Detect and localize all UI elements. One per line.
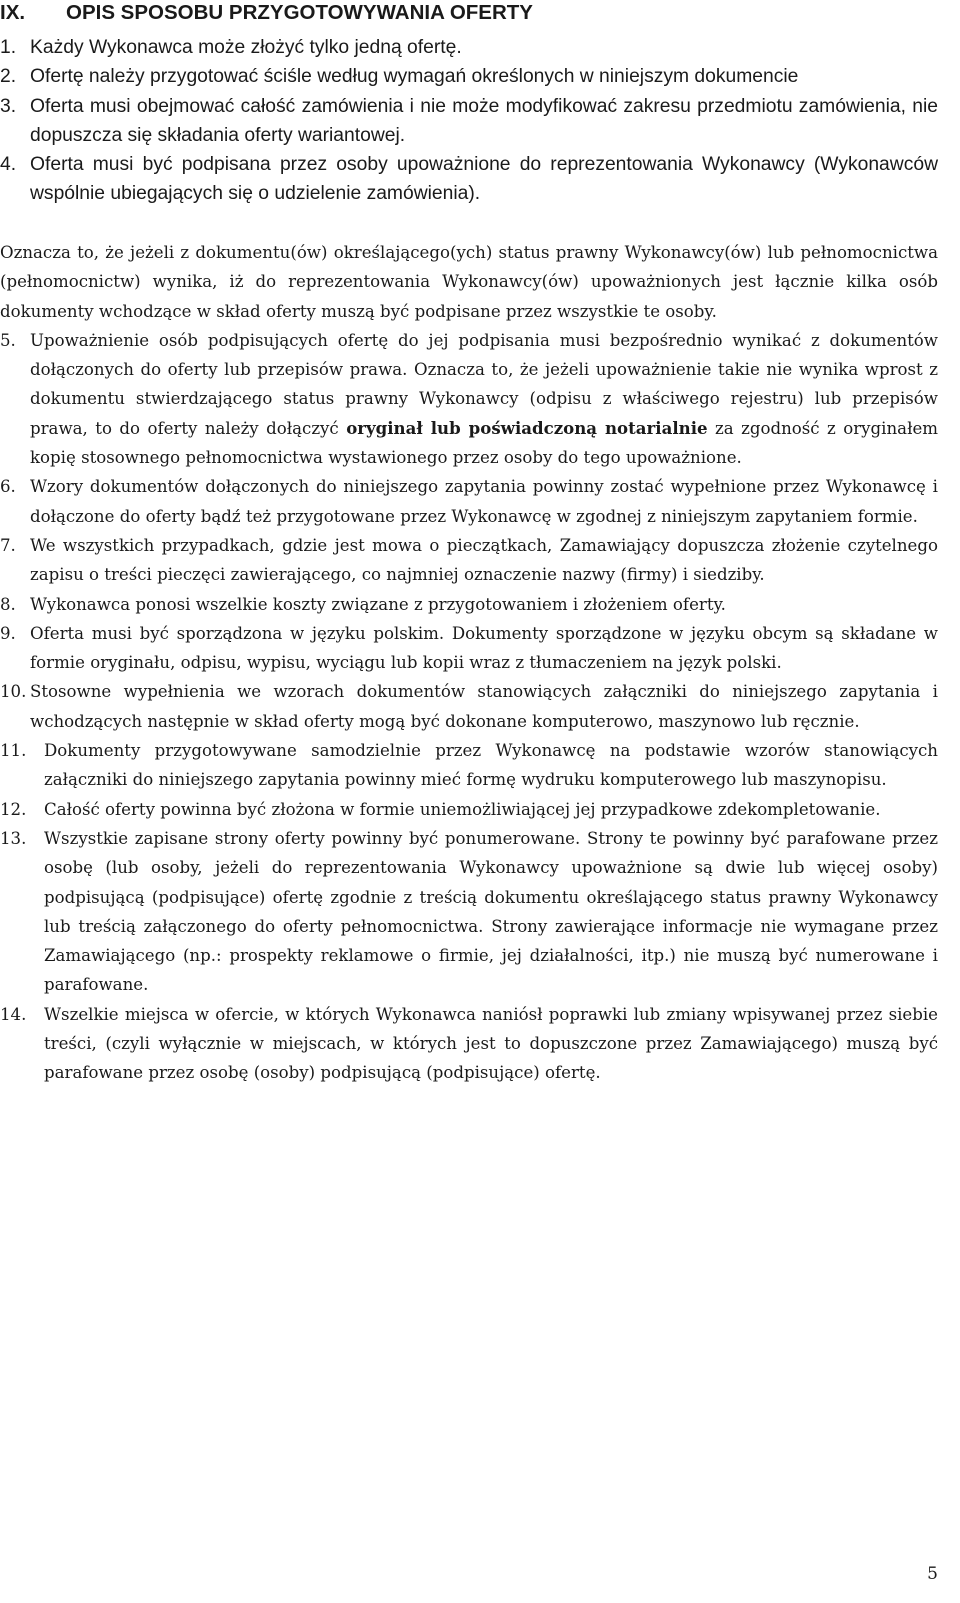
item-number: 11. [0, 741, 27, 761]
page-number: 5 [927, 1564, 938, 1584]
item-text: Wszelkie miejsca w ofercie, w których Wykonawca naniósł poprawki lub zmiany wpisywanej przez siebie treści, (czyli wyłącznie w miejscach, w których jest to dopuszczone przez Zamawiającego) muszą być parafowane przez osobę (osoby) podpisującą (podpisujące) ofertę. [44, 1004, 938, 1083]
item-text: Oferta musi być sporządzona w języku polskim. Dokumenty sporządzone w języku obcym są składane w formie oryginału, odpisu, wypisu, wyciągu lub kopii wraz z tłumaczeniem na język polski. [30, 623, 938, 673]
item-text: Oferta musi być podpisana przez osoby upoważnione do reprezentowania Wykonawcy (Wykonawców wspólnie ubiegających się o udzielenie zamówienia). [30, 154, 938, 205]
list-item [0, 736, 938, 795]
item-number: 4. [0, 154, 17, 176]
list-item [0, 795, 938, 824]
item-text: Stosowne wypełnienia we wzorach dokumentów stanowiących załączniki do niniejszego zapytania i wchodzących następnie w skład oferty mogą być dokonane komputerowo, maszynowo lub ręcznie. [30, 682, 938, 731]
list-item [0, 150, 938, 209]
list-part-1 [0, 33, 938, 209]
item-text-after: za zgodność z oryginałem kopię stosownego pełnomocnictwa wystawionego przez osoby do tego upoważnione. [30, 418, 939, 468]
list-item [0, 472, 938, 531]
item-text: Całość oferty powinna być złożona w formie uniemożliwiającej jej przypadkowe zdekompletowanie. [44, 799, 881, 819]
item-number: 10. [0, 682, 27, 702]
item-number: 5. [0, 330, 16, 350]
item-number: 8. [0, 594, 16, 614]
list-item [0, 824, 938, 1000]
section-number: IX. [0, 1, 26, 24]
item-text: Każdy Wykonawca może złożyć tylko jedną ofertę. [30, 37, 462, 58]
list-item [0, 92, 938, 151]
item-text: Dokumenty przygotowywane samodzielnie przez Wykonawcę na podstawie wzorów stanowiących załączniki do niniejszego zapytania powinny mieć formę wydruku komputerowego lub maszynopisu. [44, 741, 938, 790]
item-number: 7. [0, 535, 16, 555]
item-text: Ofertę należy przygotować ściśle według wymagań określonych w niniejszym dokumencie [30, 66, 799, 88]
item-text: Wykonawca ponosi wszelkie koszty związane z przygotowaniem i złożeniem oferty. [30, 594, 726, 614]
item-text: We wszystkich przypadkach, gdzie jest mowa o pieczątkach, Zamawiający dopuszcza złożenie czytelnego zapisu o treści pieczęci zawierającego, co najmniej oznaczenie nazwy (firmy) i siedziby. [30, 535, 938, 585]
item-text: Wszystkie zapisane strony oferty powinny być ponumerowane. Strony te powinny być parafowane przez osobę (lub osoby, jeżeli do reprezentowania Wykonawcy upoważnione są dwie lub więcej osoby) podpisującą (podpisujące) ofertę zgodnie z treścią dokumentu określającego status prawny Wykonawcy lub treścią załączonego do oferty pełnomocnictwa. Strony zawierające informacje nie wymagane przez Zamawiającego (np.: prospekty reklamowe o firmie, jej działalności, itp.) nie muszą być numerowane i parafowane. [44, 828, 938, 995]
list-item [0, 619, 938, 678]
list-item [0, 326, 938, 472]
item-number: 3. [0, 95, 17, 117]
list-item [0, 33, 938, 62]
item-text: Oferta musi obejmować całość zamówienia i nie może modyfikować zakresu przedmiotu zamówienia, nie dopuszcza się składania oferty wariantowej. [30, 95, 938, 146]
list-item [0, 677, 938, 736]
list-item [0, 590, 938, 619]
item-number: 14. [0, 1004, 27, 1024]
item-number: 9. [0, 623, 16, 643]
item-bold-text: oryginał lub poświadczoną notarialnie [346, 417, 708, 438]
list-item [0, 1000, 938, 1088]
item-text: Wzory dokumentów dołączonych do niniejszego zapytania powinny zostać wypełnione przez Wykonawcę i dołączone do oferty bądź też przygotowane przez Wykonawcę w zgodnej z niniejszym zapytaniem formie. [30, 477, 938, 526]
item-text: Upoważnienie osób podpisujących ofertę do jej podpisania musi bezpośrednio wynikać z dokumentów dołączonych do oferty lub przepisów prawa. Oznacza to, że jeżeli upoważnienie takie nie wynika wprost z dokumentu stwierdzającego status prawny Wykonawcy (odpisu z właściwego rejestru) lub przepisów prawa, to do oferty należy dołączyć [30, 330, 938, 438]
list-item [0, 531, 938, 590]
section-heading [0, 0, 533, 26]
item-number: 1. [0, 37, 17, 58]
section-title: OPIS SPOSOBU PRZYGOTOWYWANIA OFERTY [66, 1, 533, 24]
list-part-2 [0, 238, 938, 1088]
item-number: 13. [0, 828, 27, 848]
item-number: 6. [0, 477, 16, 497]
item-number: 12. [0, 799, 27, 819]
item-number: 2. [0, 66, 17, 88]
item-4-continuation: Oznacza to, że jeżeli z dokumentu(ów) określającego(ych) status prawny Wykonawcy(ów) lub pełnomocnictwa (pełnomocnictw) wynika, iż do reprezentowania Wykonawcy(ów) upoważnionych jest łącznie kilka osób dokumenty wchodzące w skład oferty muszą być podpisane przez wszystkie te osoby. [0, 243, 938, 321]
list-item [0, 62, 938, 91]
